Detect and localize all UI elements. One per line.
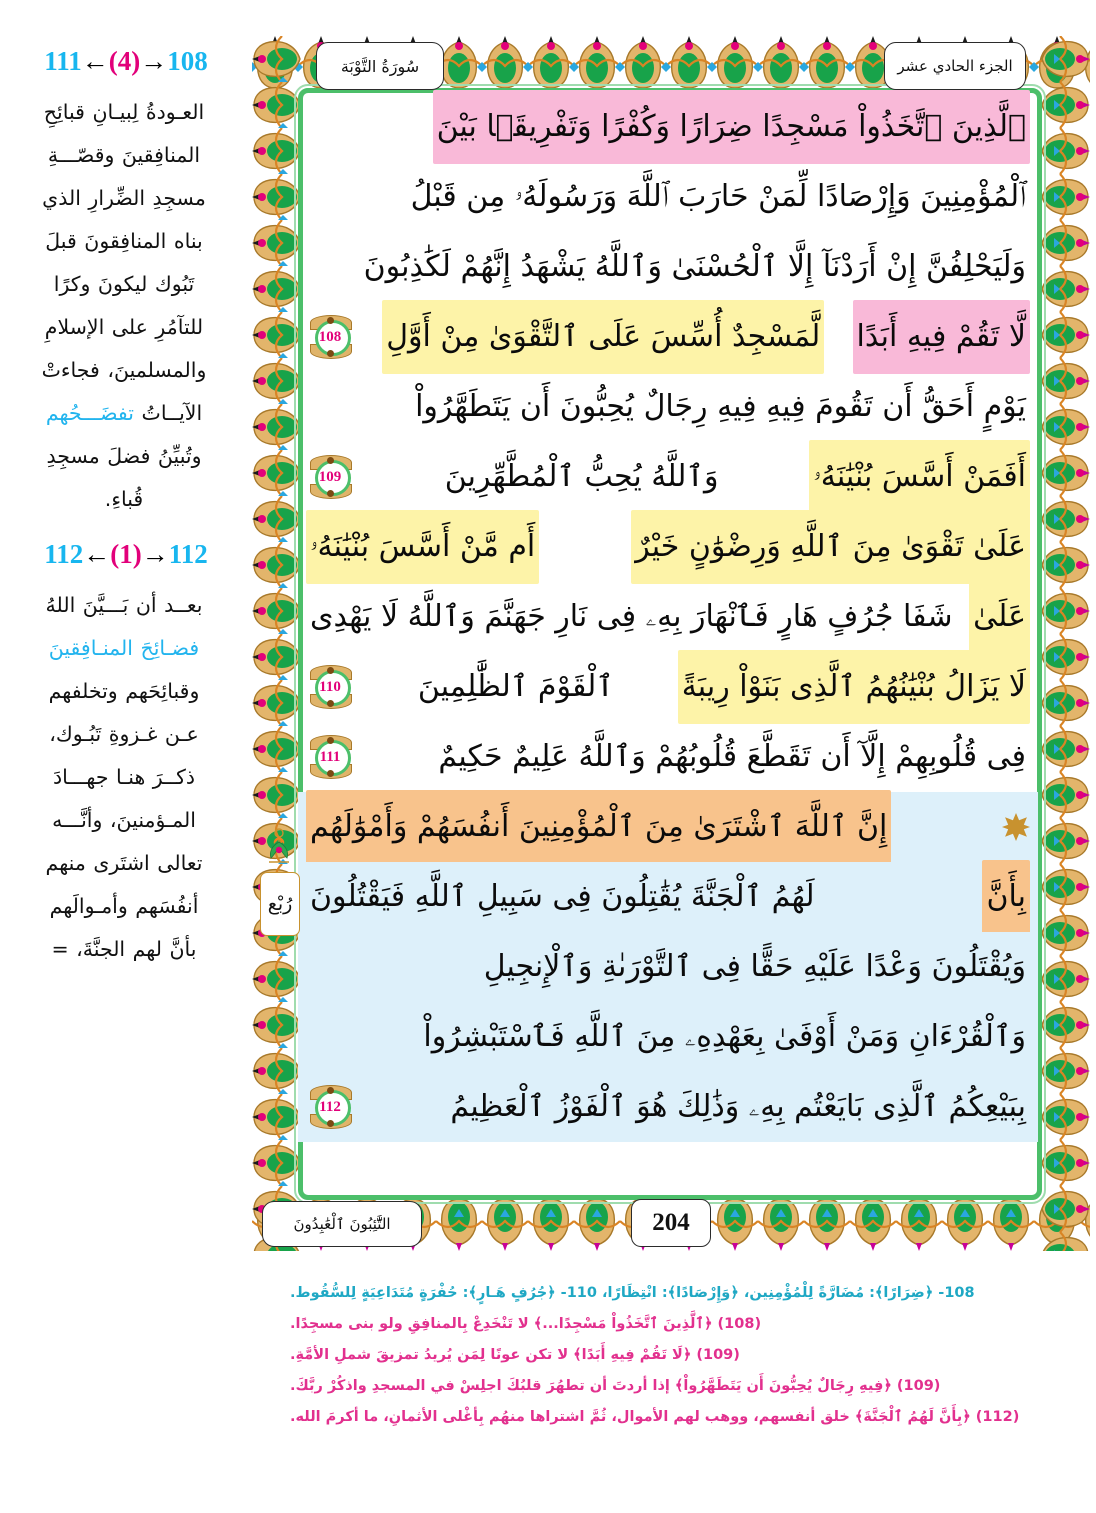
quran-highlighted-text: عَلَىٰ bbox=[969, 580, 1030, 654]
quran-line bbox=[298, 512, 1038, 582]
quran-highlighted-text: أَفَمَنْ أَسَّسَ بُنْيَٰنَهُۥ bbox=[809, 440, 1030, 514]
range-top-center: (4) bbox=[108, 46, 141, 76]
border-band-right bbox=[1034, 36, 1090, 1251]
range-top-arrow-left: ← bbox=[81, 46, 109, 76]
commentary-line: أنفُسَهم وأمـوالَهم bbox=[49, 894, 199, 918]
commentary-block-1 bbox=[0, 91, 252, 521]
quran-line bbox=[298, 582, 1038, 652]
footer-phrase-cartouche: التَّٰٓئِبُونَ ٱلْعَٰبِدُونَ bbox=[262, 1201, 422, 1247]
ayah-marker bbox=[309, 317, 351, 357]
ayah-number: 109 bbox=[318, 469, 342, 485]
commentary-block-2 bbox=[0, 584, 252, 971]
footnote-lexical: 108- ﴿ضِرَارًا﴾: مُضَارَّةً لِلْمُؤْمِنِين، ﴿وَإِرْصَادًا﴾: انْتِظَارًا، 110- ﴿جُرُفٍ هَـارٍ﴾: حُفْرَةٍ مُتَدَاعِيَةٍ لِلسُّقُوط. bbox=[290, 1285, 975, 1301]
commentary-line: بأنَّ لهم الجنَّةَ، = bbox=[51, 937, 197, 961]
range-bottom-arrow-left: ← bbox=[83, 539, 111, 569]
commentary-line: تعالى اشتَرى منهم bbox=[45, 851, 203, 875]
commentary-line: ذكــرَ هنـا جهـــادَ bbox=[52, 765, 195, 789]
page-number: 204 bbox=[631, 1199, 711, 1247]
spacer bbox=[0, 521, 252, 539]
quran-line bbox=[298, 302, 1038, 372]
quran-text: وَٱلْقُرْءَانِ وَمَنْ أَوْفَىٰ بِعَهْدِهِۦ مِنَ ٱللَّهِ فَٱسْتَبْشِرُواْ bbox=[423, 1019, 1026, 1054]
commentary-line: وقبائِحَهم وتخلفهم bbox=[48, 679, 200, 703]
range-bottom-arrow-right: → bbox=[141, 539, 169, 569]
quran-line bbox=[298, 442, 1038, 512]
quran-line bbox=[298, 92, 1038, 162]
commentary-line: بناه المنافِقونَ قبلَ bbox=[45, 229, 203, 253]
commentary-line: العـودةُ لِبيـانِ قبائِحِ bbox=[43, 100, 205, 124]
quran-highlighted-text: أَم مَّنْ أَسَّسَ بُنْيَٰنَهُۥ bbox=[306, 510, 539, 584]
quran-line bbox=[298, 722, 1038, 792]
range-top-arrow-right: → bbox=[140, 46, 168, 76]
quran-text: شَفَا جُرُفٍ هَارٍ فَٱنْهَارَ بِهِۦ فِى نَارِ جَهَنَّمَ وَٱللَّهُ لَا يَهْدِى bbox=[310, 599, 953, 634]
quran-line bbox=[298, 862, 1038, 932]
quran-highlighted-text: لَّا تَقُمْ فِيهِ أَبَدًا bbox=[853, 300, 1030, 374]
commentary-line: للتآمُرِ على الإسلامِ bbox=[44, 315, 204, 339]
quran-line bbox=[298, 652, 1038, 722]
ayah-marker bbox=[309, 457, 351, 497]
quran-line bbox=[298, 792, 1038, 862]
quran-text: بِبَيْعِكُمُ ٱلَّذِى بَايَعْتُم بِهِۦ وَذَٰلِكَ هُوَ ٱلْفَوْزُ ٱلْعَظِيمُ bbox=[450, 1089, 1026, 1124]
quran-line bbox=[298, 232, 1038, 302]
ayah-marker bbox=[309, 737, 351, 777]
quran-line bbox=[298, 932, 1038, 1002]
section-star-icon bbox=[1002, 813, 1030, 841]
commentary-text: الآيــاتُ bbox=[134, 401, 203, 425]
quran-text: وَٱللَّهُ يُحِبُّ ٱلْمُطَّهِّرِينَ bbox=[444, 459, 719, 494]
range-top-right: 108 bbox=[167, 46, 208, 76]
quran-highlighted-text: إِنَّ ٱللَّهَ ٱشْتَرَىٰ مِنَ ٱلْمُؤْمِنِينَ أَنفُسَهُمْ وَأَمْوَٰلَهُم bbox=[306, 790, 891, 864]
commentary-line: وتُبيِّنُ فضلَ مسجِدِ bbox=[46, 444, 202, 468]
quran-text: لَهُمُ ٱلْجَنَّةَ يُقَٰتِلُونَ فِى سَبِيلِ ٱللَّهِ فَيَقْتُلُونَ bbox=[310, 879, 815, 914]
footnote-guidance: (109) ﴿فِيهِ رِجَالٌ يُحِبُّونَ أَن يَتَطَهَّرُواْ﴾ إذا أردتَ أن تطهُرَ قلبُكَ اجلِسْ في المسجدِ واذكُرْ ربَّكَ. bbox=[290, 1378, 941, 1394]
quran-highlighted-text: لَّمَسْجِدٌ أُسِّسَ عَلَى ٱلتَّقْوَىٰ مِنْ أَوَّلِ bbox=[382, 300, 824, 374]
surah-title-cartouche: سُورَةُ التَّوْبَة bbox=[316, 42, 444, 90]
ayah-number: 111 bbox=[319, 749, 341, 765]
commentary-line: قُباءِ. bbox=[104, 487, 144, 511]
footnote-guidance: (108) ﴿ٱلَّذِينَ ٱتَّخَذُواْ مَسْجِدًا...﴾ لا تَنْخَدِعْ بِالمنافِقِ ولو بنى مسجِدًا. bbox=[290, 1316, 762, 1332]
quran-text-body bbox=[298, 92, 1038, 1244]
ayah-number: 108 bbox=[318, 329, 342, 345]
quran-line bbox=[298, 1002, 1038, 1072]
commentary-line: بعــد أن بَـــيَّنَ اللهُ bbox=[45, 593, 203, 617]
range-bottom-right: 112 bbox=[168, 539, 208, 569]
rub-quarter-marker bbox=[256, 820, 302, 946]
ayah-marker bbox=[309, 1087, 351, 1127]
commentary-line: عـن غـزوةِ تَبُـوك، bbox=[49, 722, 199, 746]
quran-highlighted-text: ٱلَّذِينَ ٱتَّخَذُواْ مَسْجِدًا ضِرَارًا وَكُفْرًا وَتَفْرِيقَۢا بَيْنَ bbox=[433, 90, 1030, 164]
quran-text: ٱلْمُؤْمِنِينَ وَإِرْصَادًا لِّمَنْ حَارَبَ ٱللَّهَ وَرَسُولَهُۥ مِن قَبْلُ bbox=[410, 179, 1026, 214]
quran-line bbox=[298, 162, 1038, 232]
ayah-marker bbox=[309, 667, 351, 707]
range-bottom-left: 112 bbox=[44, 539, 84, 569]
quran-text: وَلَيَحْلِفُنَّ إِنْ أَرَدْنَآ إِلَّا ٱلْحُسْنَىٰ وَٱللَّهُ يَشْهَدُ إِنَّهُمْ لَكَٰذِبُونَ bbox=[363, 249, 1026, 284]
ayah-number: 112 bbox=[319, 1099, 341, 1115]
footnotes-area bbox=[290, 1278, 1090, 1433]
commentary-line: والمسلمينَ، فجاءتْ bbox=[41, 358, 207, 382]
quran-text: وَيُقْتَلُونَ وَعْدًا عَلَيْهِ حَقًّا فِى ٱلتَّوْرَىٰةِ وَٱلْإِنجِيلِ bbox=[483, 949, 1026, 984]
commentary-line bbox=[10, 627, 238, 670]
quran-text: ٱلْقَوْمَ ٱلظَّٰلِمِينَ bbox=[417, 669, 614, 704]
ayah-number: 110 bbox=[319, 679, 341, 695]
commentary-highlight: تفضَـــحُهم bbox=[45, 401, 135, 425]
commentary-line: مسجِدِ الضِّرارِ الذي bbox=[42, 186, 206, 210]
quran-line bbox=[298, 1072, 1038, 1142]
quran-line bbox=[298, 372, 1038, 442]
quran-text: فِى قُلُوبِهِمْ إِلَّآ أَن تَقَطَّعَ قُلُوبُهُمْ وَٱللَّهُ عَلِيمٌ حَكِيمٌ bbox=[438, 739, 1026, 774]
commentary-highlight: فضـائِحَ المنـافِقينَ bbox=[48, 636, 200, 660]
commentary-sidebar bbox=[0, 46, 252, 1236]
commentary-line: المنافِقينَ وقصّـــةِ bbox=[47, 143, 201, 167]
range-top-left: 111 bbox=[44, 46, 82, 76]
rub-label: رُبْع bbox=[260, 872, 300, 936]
verse-range-top bbox=[0, 46, 252, 77]
quran-highlighted-text: بِأَنَّ bbox=[982, 860, 1030, 934]
juz-label-cartouche: الجزء الحادي عشر bbox=[884, 42, 1026, 90]
footnote-guidance: (112) ﴿بِأَنَّ لَهُمُ ٱلْجَنَّةَ﴾ خلق أنفسهم، ووهب لهم الأموال، ثُمَّ اشتراها منهُم بِأغْلى الأثمانِ، ما أكرمَ الله. bbox=[290, 1409, 1020, 1425]
range-bottom-center: (1) bbox=[110, 539, 142, 569]
commentary-line: المـؤمنينَ، وأنَّـــه bbox=[52, 808, 196, 832]
footnote-guidance: (109) ﴿لَا تَقُمْ فِيهِ أَبَدًا﴾ لا تكن عونًا لِمَن يُريدُ تمزيقَ شملِ الأمَّةِ. bbox=[290, 1347, 740, 1363]
quran-highlighted-text: لَا يَزَالُ بُنْيَٰنُهُمُ ٱلَّذِى بَنَوْاْ رِيبَةً bbox=[678, 650, 1030, 724]
verse-range-bottom bbox=[0, 539, 252, 570]
commentary-line bbox=[10, 392, 238, 435]
quran-text: يَوْمٍ أَحَقُّ أَن تَقُومَ فِيهِ فِيهِ رِجَالٌ يُحِبُّونَ أَن يَتَطَهَّرُواْ bbox=[415, 389, 1026, 424]
commentary-line: تَبُوك ليكونَ وكرًا bbox=[53, 272, 195, 296]
quran-highlighted-text: عَلَىٰ تَقْوَىٰ مِنَ ٱللَّهِ وَرِضْوَٰنٍ خَيْرٌ bbox=[631, 510, 1030, 584]
ornament-finial-icon bbox=[265, 828, 293, 876]
